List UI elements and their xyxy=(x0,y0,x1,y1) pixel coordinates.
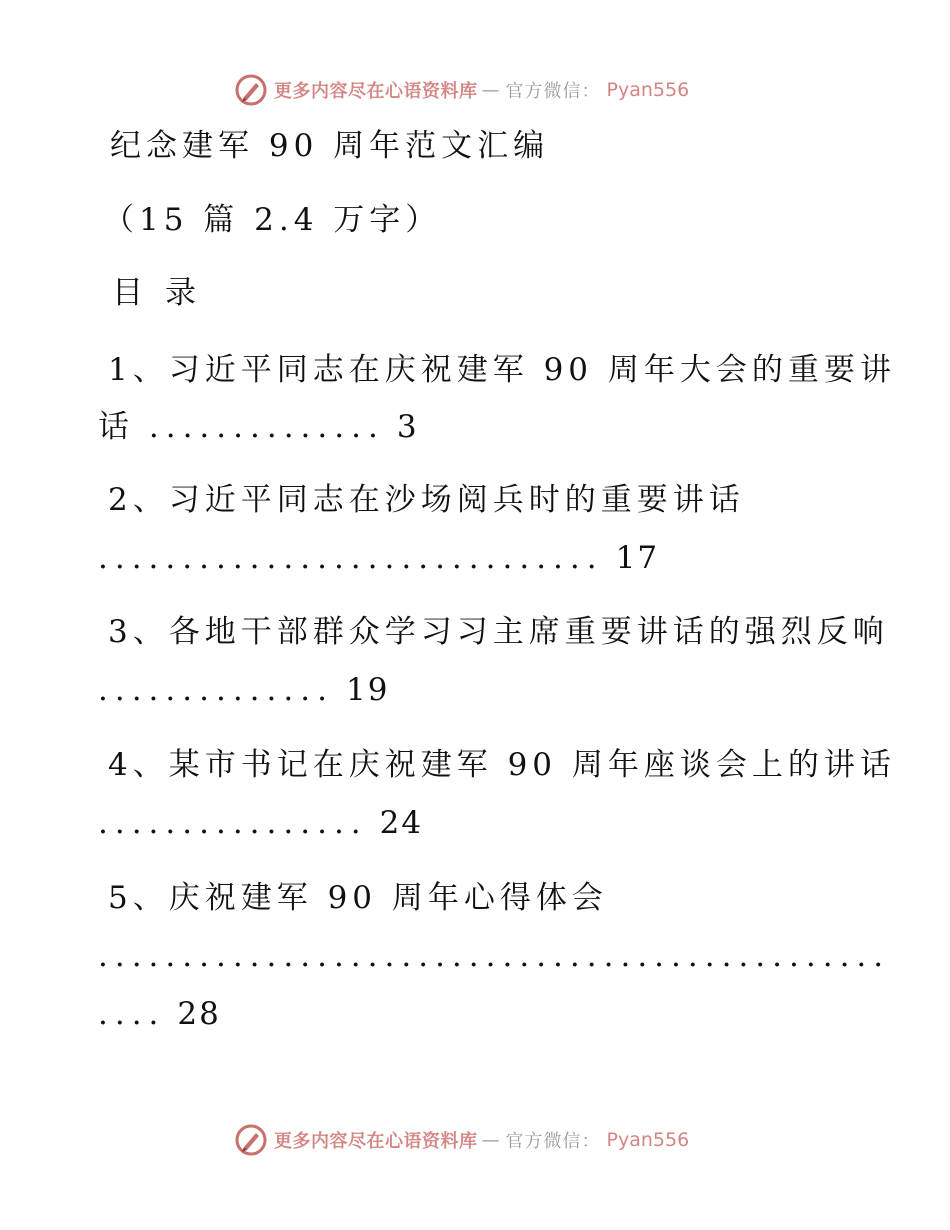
toc-item-1-page: 3 xyxy=(396,409,419,445)
toc-item-3-page: 19 xyxy=(345,672,390,708)
toc-item-1-title-end: 话 xyxy=(98,409,134,445)
toc-item-3-leader: .............. xyxy=(98,672,334,708)
toc-item-5-leader-full[interactable] xyxy=(98,936,890,976)
watermark-wechat-id: Pyan556 xyxy=(606,1129,690,1151)
watermark-wechat-label: 官方微信： xyxy=(505,81,601,102)
watermark-wechat-id: Pyan556 xyxy=(606,79,690,101)
watermark-wechat-label: 官方微信： xyxy=(505,1131,601,1152)
toc-item-4-title[interactable]: 4、某市书记在庆祝建军 90 周年座谈会上的讲话 xyxy=(108,747,896,783)
toc-item-2-title[interactable]: 2、习近平同志在沙场阅兵时的重要讲话 xyxy=(108,482,745,518)
watermark-text: 更多内容尽在心语资料库 xyxy=(274,1131,478,1152)
toc-item-2-leader: .............................. xyxy=(98,540,604,576)
toc-item-3-continuation[interactable] xyxy=(98,670,389,710)
toc-heading: 目录 xyxy=(112,275,218,311)
toc-item-1-leader: .............. xyxy=(148,409,385,445)
watermark-footer xyxy=(234,1122,689,1158)
toc-item-5-continuation[interactable] xyxy=(98,994,221,1034)
toc-item-4-page: 24 xyxy=(379,805,424,841)
toc-item-5-page: 28 xyxy=(177,996,221,1032)
document-title: 纪念建军 90 周年范文汇编 xyxy=(110,128,550,164)
toc-item-3-title[interactable]: 3、各地干部群众学习习主席重要讲话的强烈反响 xyxy=(108,614,889,650)
toc-item-5-title[interactable]: 5、庆祝建军 90 周年心得体会 xyxy=(108,880,608,916)
toc-item-2-continuation[interactable] xyxy=(98,538,659,578)
toc-item-2-page: 17 xyxy=(615,540,660,576)
document-subtitle: （15 篇 2.4 万字） xyxy=(103,202,442,238)
toc-item-4-continuation[interactable] xyxy=(98,803,423,843)
pen-logo-icon xyxy=(234,73,268,107)
toc-item-5-leader-line: ............................................... xyxy=(98,938,891,974)
pen-logo-icon xyxy=(234,1123,268,1157)
toc-item-1-continuation[interactable] xyxy=(98,407,419,447)
toc-item-4-leader: ................ xyxy=(98,805,368,841)
toc-item-1-title[interactable]: 1、习近平同志在庆祝建军 90 周年大会的重要讲 xyxy=(108,352,896,388)
watermark-header xyxy=(234,72,689,108)
watermark-dash: — xyxy=(481,1129,500,1151)
watermark-dash: — xyxy=(481,79,500,101)
watermark-text: 更多内容尽在心语资料库 xyxy=(274,81,478,102)
toc-item-5-leader: .... xyxy=(98,996,166,1032)
